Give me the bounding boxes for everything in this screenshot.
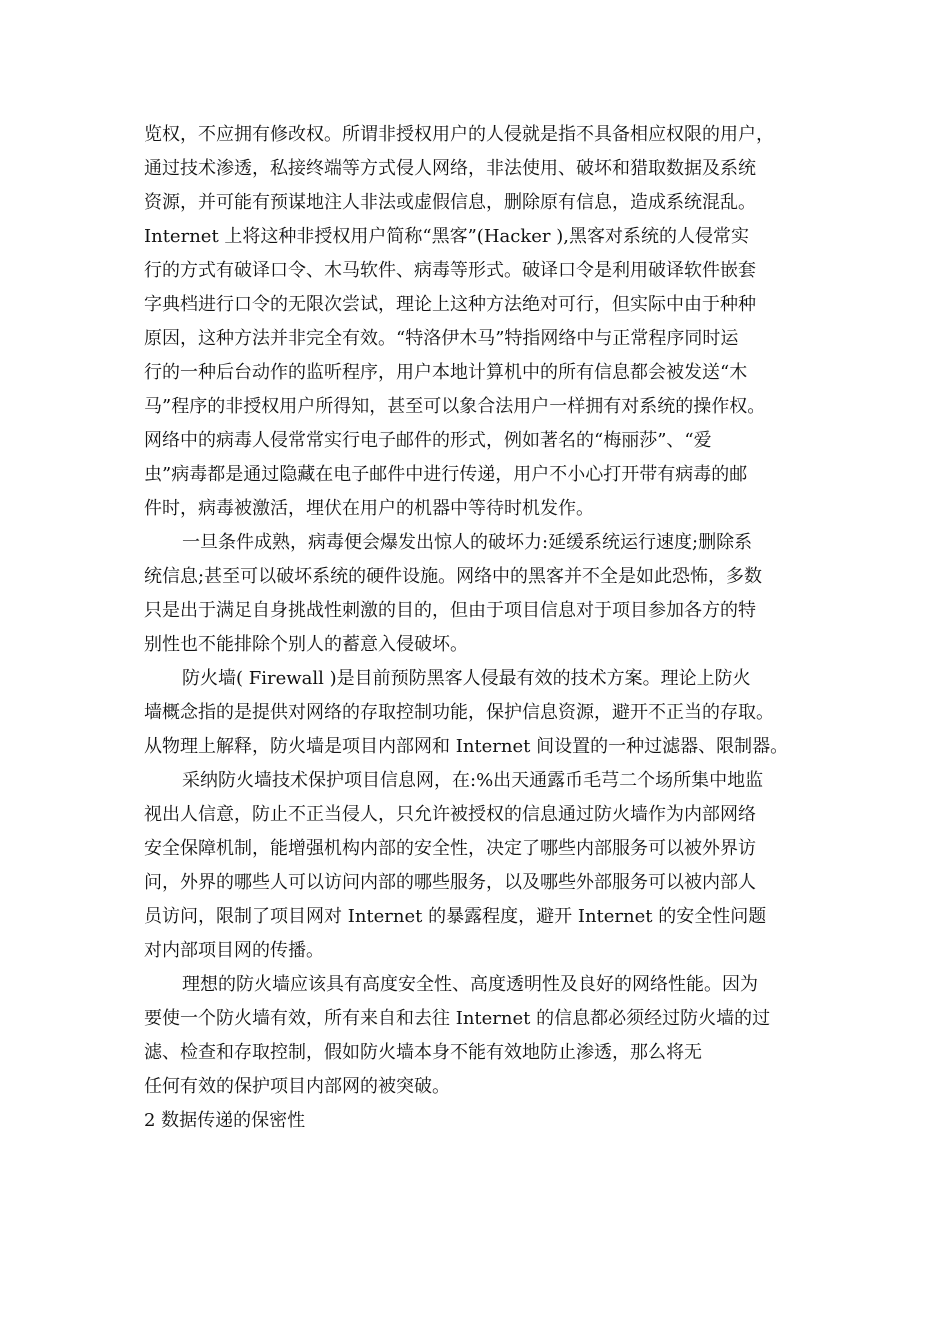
text-line: 采纳防火墙技术保护项目信息网，在:%出天通露币毛芎二个场所集中地监 xyxy=(182,770,764,791)
text-line: 行的一种后台动作的监听程序，用户本地计算机中的所有信息都会被发送“木 xyxy=(144,362,748,383)
paragraph-4 xyxy=(144,764,824,968)
text-line: 一旦条件成熟，病毒便会爆发出惊人的破坏力:延缓系统运行速度;删除系 xyxy=(182,532,753,553)
text-line: 览权，不应拥有修改权。所谓非授权用户的人侵就是指不具备相应权限的用户， xyxy=(144,124,774,145)
text-line: 只是出于满足自身挑战性刺激的目的，但由于项目信息对于项目参加各方的特 xyxy=(144,600,756,621)
text-line: 件时，病毒被激活，埋伏在用户的机器中等待时机发作。 xyxy=(144,498,594,519)
text-line: 行的方式有破译口令、木马软件、病毒等形式。破译口令是利用破译软件嵌套 xyxy=(144,260,756,281)
text-line: 通过技术渗透，私接终端等方式侵人网络，非法使用、破坏和猎取数据及系统 xyxy=(144,158,756,179)
text-line: 网络中的病毒人侵常常实行电子邮件的形式，例如著名的“梅丽莎”、“爱 xyxy=(144,430,712,451)
paragraph-1 xyxy=(144,118,824,526)
text-line: 员访问，限制了项目网对 Internet 的暴露程度，避开 Internet 的安全性问题 xyxy=(144,906,767,927)
section-heading: 2 数据传递的保密性 xyxy=(144,1110,306,1131)
text-line: 任何有效的保护项目内部网的被突破。 xyxy=(144,1076,450,1097)
text-line: 对内部项目网的传播。 xyxy=(144,940,324,961)
text-line: 视出人信意，防止不正当侵人，只允许被授权的信息通过防火墙作为内部网络 xyxy=(144,804,756,825)
text-line: 马”程序的非授权用户所得知，甚至可以象合法用户一样拥有对系统的操作权。 xyxy=(144,396,766,417)
text-line: 别性也不能排除个别人的蓄意入侵破坏。 xyxy=(144,634,468,655)
text-line: 字典档进行口令的无限次尝试，理论上这种方法绝对可行，但实际中由于种种 xyxy=(144,294,756,315)
text-line: 问，外界的哪些人可以访问内部的哪些服务，以及哪些外部服务可以被内部人 xyxy=(144,872,756,893)
text-line: 统信息;甚至可以破坏系统的硬件设施。网络中的黑客并不全是如此恐怖，多数 xyxy=(144,566,763,587)
text-line: 虫”病毒都是通过隐藏在电子邮件中进行传递，用户不小心打开带有病毒的邮 xyxy=(144,464,748,485)
text-line: 资源，并可能有预谋地注人非法或虚假信息，删除原有信息，造成系统混乱。 xyxy=(144,192,756,213)
document-body xyxy=(144,118,824,1138)
text-line: 原因，这种方法并非完全有效。“特洛伊木马”特指网络中与正常程序同时运 xyxy=(144,328,739,349)
text-line: 从物理上解释，防火墙是项目内部网和 Internet 间设置的一种过滤器、限制器。 xyxy=(144,736,789,757)
paragraph-2 xyxy=(144,526,824,662)
text-line: 墙概念指的是提供对网络的存取控制功能，保护信息资源，避开不正当的存取。 xyxy=(144,702,774,723)
paragraph-5 xyxy=(144,968,824,1104)
paragraph-3 xyxy=(144,662,824,764)
text-line: 滤、检查和存取控制，假如防火墙本身不能有效地防止渗透，那么将无 xyxy=(144,1042,702,1063)
text-line: 安全保障机制，能增强机构内部的安全性，决定了哪些内部服务可以被外界访 xyxy=(144,838,756,859)
text-line: 要使一个防火墙有效，所有来自和去往 Internet 的信息都必须经过防火墙的过 xyxy=(144,1008,771,1029)
text-line: 防火墙( Firewall )是目前预防黑客人侵最有效的技术方案。理论上防火 xyxy=(182,668,751,689)
text-line: 理想的防火墙应该具有高度安全性、高度透明性及良好的网络性能。因为 xyxy=(182,974,758,995)
text-line: Internet 上将这种非授权用户简称“黑客”(Hacker ),黑客对系统的人侵常实 xyxy=(144,226,749,247)
